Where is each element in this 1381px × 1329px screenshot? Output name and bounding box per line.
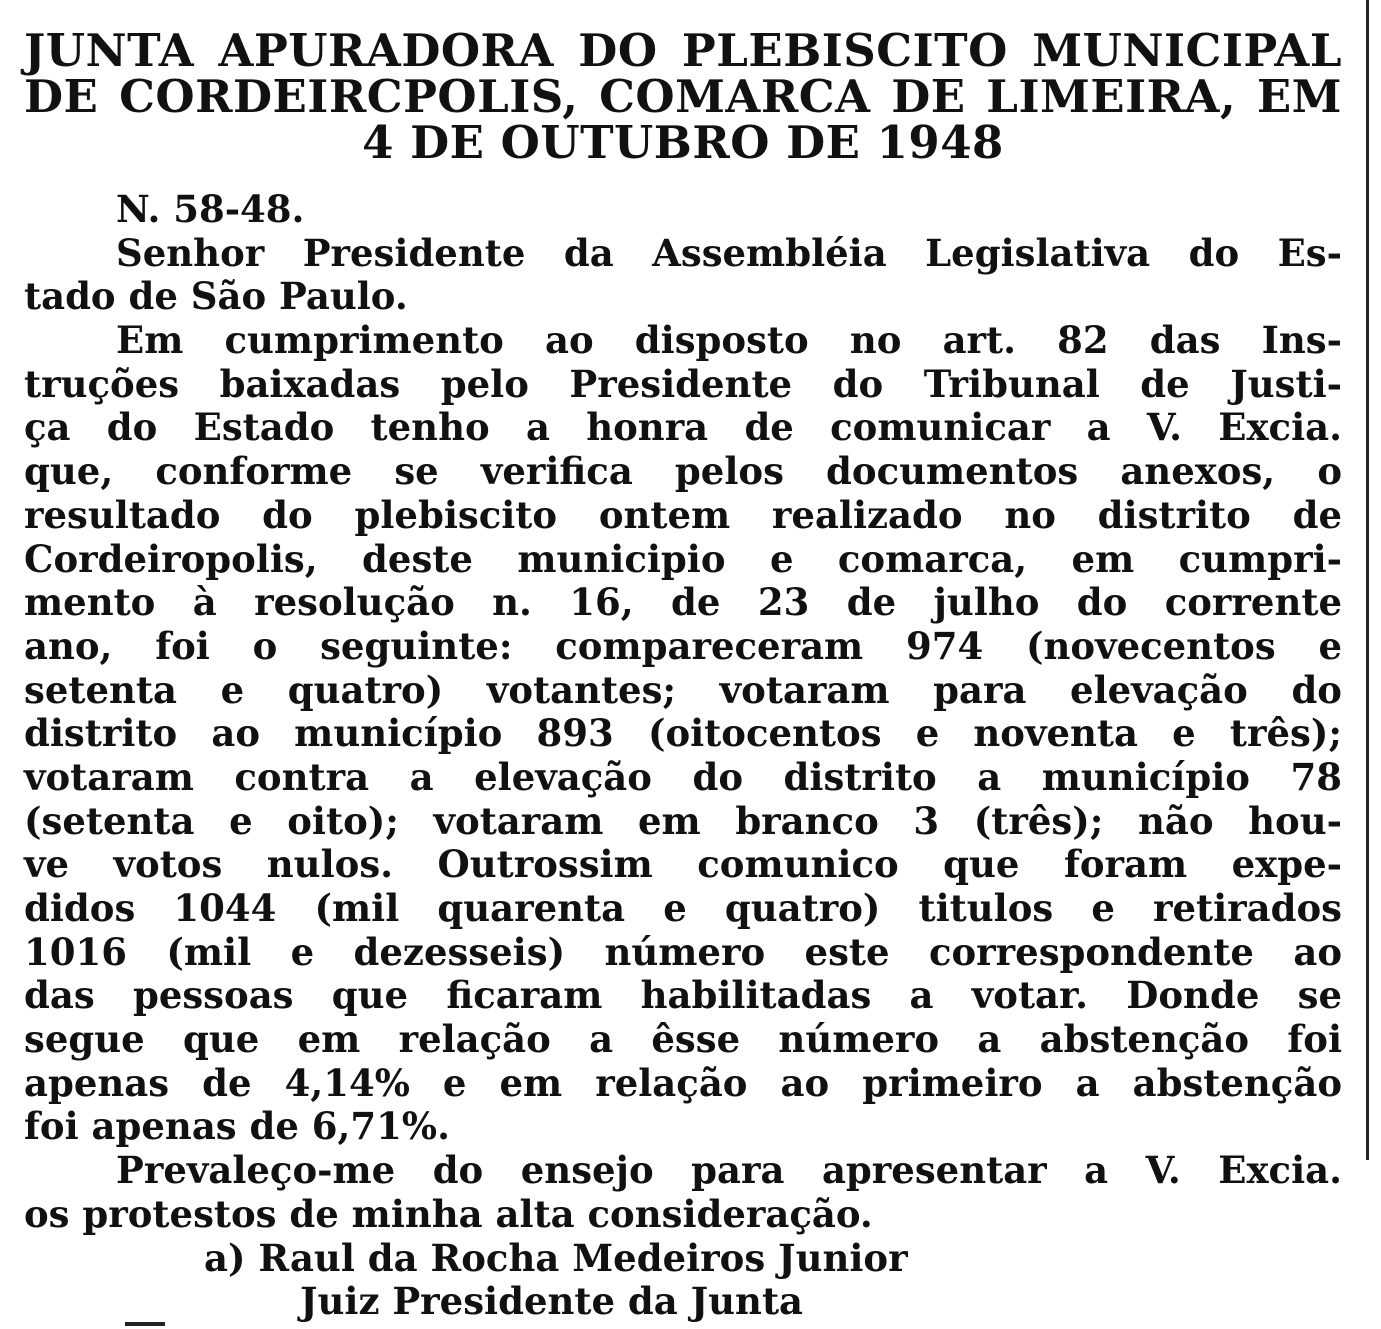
headline-line-2: DE CORDEIRCPOLIS, COMARCA DE LIMEIRA, EM bbox=[24, 70, 1342, 123]
body-line-7: mento à resolução n. 16, de 23 de julho do corrente bbox=[24, 580, 1342, 625]
document-number: N. 58-48. bbox=[116, 187, 305, 231]
headline bbox=[24, 24, 1342, 169]
body-line-4: que, conforme se verifica pelos documentos anexos, o bbox=[24, 449, 1342, 494]
body-line-1: Em cumprimento ao disposto no art. 82 das Ins- bbox=[116, 318, 1342, 363]
body-line-18: apenas de 4,14% e em relação ao primeiro a abstenção bbox=[24, 1060, 1342, 1105]
body-line-11: votaram contra a elevação do distrito a município 78 bbox=[24, 754, 1342, 799]
headline-line-1: JUNTA APURADORA DO PLEBISCITO MUNICIPAL bbox=[24, 24, 1342, 77]
bottom-dash-mark bbox=[125, 1322, 165, 1326]
body-line-3: ça do Estado tenho a honra de comunicar a V. Excia. bbox=[24, 405, 1342, 450]
salutation-line-2: tado de São Paulo. bbox=[24, 274, 408, 319]
body-line-9: setenta e quatro) votantes; votaram para elevação do bbox=[24, 667, 1342, 712]
body-line-16: das pessoas que ficaram habilitadas a votar. Donde se bbox=[24, 973, 1342, 1018]
body-line-5: resultado do plebiscito ontem realizado no distrito de bbox=[24, 492, 1342, 537]
headline-line-3: 4 DE OUTUBRO DE 1948 bbox=[362, 116, 1004, 169]
salutation-line-1: Senhor Presidente da Assembléia Legislativa do Es- bbox=[116, 230, 1342, 275]
column-rule bbox=[1366, 0, 1369, 1160]
closing-line-2: os protestos de minha alta consideração. bbox=[24, 1191, 873, 1236]
body-line-6: Cordeiropolis, deste municipio e comarca, em cumpri- bbox=[24, 536, 1342, 581]
signature-title: Juiz Presidente da Junta bbox=[300, 1279, 804, 1324]
body-line-2: truções baixadas pelo Presidente do Tribunal de Justi- bbox=[24, 361, 1342, 406]
body-line-8: ano, foi o seguinte: compareceram 974 (novecentos e bbox=[24, 623, 1342, 668]
body-line-19: foi apenas de 6,71%. bbox=[24, 1104, 450, 1149]
body-line-12: (setenta e oito); votaram em branco 3 (três); não hou- bbox=[24, 798, 1342, 843]
body-line-13: ve votos nulos. Outrossim comunico que foram expe- bbox=[24, 842, 1342, 887]
closing-line-1: Prevaleço-me do ensejo para apresentar a V. Excia. bbox=[116, 1148, 1342, 1193]
body-line-17: segue que em relação a êsse número a abstenção foi bbox=[24, 1017, 1342, 1062]
body-line-14: didos 1044 (mil quarenta e quatro) titulos e retirados bbox=[24, 886, 1342, 930]
letter-body bbox=[24, 188, 1342, 1324]
body-line-10: distrito ao município 893 (oitocentos e noventa e três); bbox=[24, 711, 1342, 756]
signature-name: a) Raul da Rocha Medeiros Junior bbox=[204, 1235, 908, 1280]
body-line-15: 1016 (mil e dezesseis) número este correspondente ao bbox=[24, 929, 1342, 974]
